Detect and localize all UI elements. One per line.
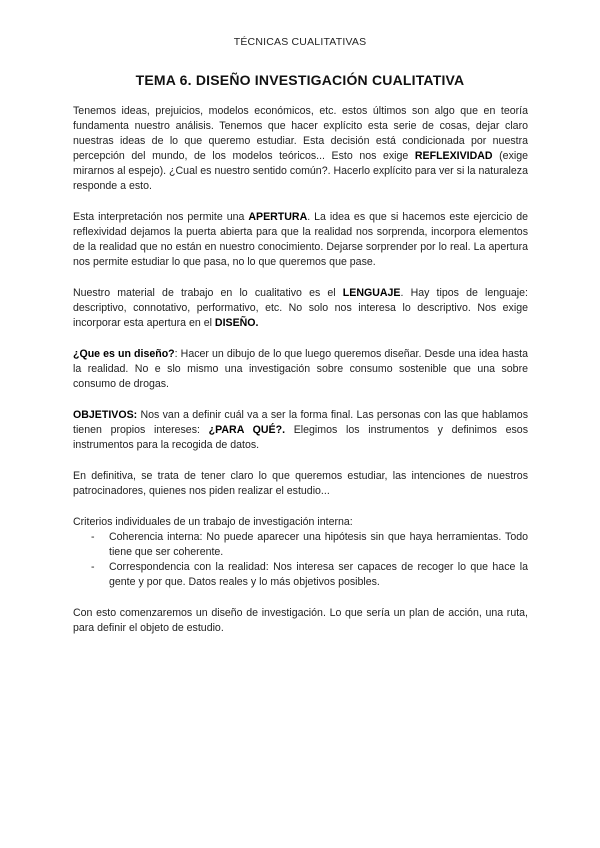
paragraph-lenguaje (73, 286, 528, 331)
document-body (73, 104, 528, 652)
paragraph-que-es-diseno (73, 347, 528, 392)
paragraph-text: Nos van a definir cuál va a ser la forma final. Las personas con las que hablamos tienen propios intereses: (73, 409, 528, 436)
paragraph-text: . Hay tipos de lenguaje: descriptivo, connotativo, performativo, etc. No solo nos interesa lo descriptivo. Nos exige incorporar esta apertura en el (73, 287, 528, 329)
list-item-text: Coherencia interna: No puede aparecer una hipótesis sin que haya herramientas. Todo tiene que ser coherente. (109, 531, 528, 558)
paragraph-text: : Hacer un dibujo de lo que luego queremos diseñar. Desde una idea hasta la realidad. No e slo mismo una investigación sobre consumo sostenible que una sobre consumo de drogas. (73, 348, 528, 390)
paragraph-text: Elegimos los instrumentos y definimos esos instrumentos para la recogida de datos. (73, 424, 528, 451)
paragraph-conclusion: Con esto comenzaremos un diseño de investigación. Lo que sería un plan de acción, una ruta, para definir el objeto de estudio. (73, 607, 528, 634)
keyword-apertura: APERTURA (248, 211, 308, 223)
list-item (73, 530, 528, 560)
paragraph-apertura (73, 210, 528, 270)
paragraph-text: . La idea es que si hacemos este ejercicio de reflexividad dejamos la puerta abierta para que la realidad nos sorprenda, incorpora elementos de la realidad que no están en nuestro conocimiento. Dejarse sorprender por lo real. La apertura nos permite estudiar lo que pasa, no lo que queremos que pase. (73, 211, 528, 268)
paragraph-text: (exige mirarnos al espejo). ¿Cual es nuestro sentido común?. Hacerlo explícito para ver si la naturaleza responde a esto. (73, 150, 528, 192)
bullet-dash: - (91, 531, 95, 543)
paragraph-text: Nuestro material de trabajo en lo cualitativo es el (73, 287, 343, 299)
paragraph-objetivos (73, 408, 528, 453)
keyword-lenguaje: LENGUAJE (342, 287, 401, 299)
keyword-diseno: DISEÑO. (214, 317, 259, 329)
paragraph-text: Esta interpretación nos permite una (73, 211, 249, 223)
keyword-que-es-diseno: ¿Que es un diseño? (73, 348, 175, 360)
keyword-objetivos: OBJETIVOS: (73, 409, 138, 421)
list-item-text: Correspondencia con la realidad: Nos interesa ser capaces de recoger lo que hace la gente y por que. Datos reales y lo más objetivos posibles. (109, 561, 528, 588)
keyword-reflexividad: REFLEXIVIDAD (414, 150, 493, 162)
paragraph-definitiva: En definitiva, se trata de tener claro lo que queremos estudiar, las intenciones de nuestros patrocinadores, quienes nos piden realizar el estudio... (73, 470, 528, 497)
criteria-list (73, 530, 528, 590)
paragraph-text: Tenemos ideas, prejuicios, modelos económicos, etc. estos últimos son algo que en teoría fundamenta nuestro análisis. Tenemos que hacer explícito esta serie de cosas, dejar claro nuestras ideas de lo que queremo estudiar. Esta decisión está condicionada por nuestra percepción del mundo, de los modelos teóricos... Esto nos exige (73, 105, 528, 162)
paragraph-reflexividad (73, 104, 528, 194)
page-title: TEMA 6. DISEÑO INVESTIGACIÓN CUALITATIVA (135, 72, 465, 88)
page-header: TÉCNICAS CUALITATIVAS (233, 36, 367, 48)
criteria-title: Criterios individuales de un trabajo de investigación interna: (73, 516, 353, 528)
list-item (73, 560, 528, 590)
bullet-dash: - (91, 561, 95, 573)
keyword-para-que: ¿PARA QUÉ?. (208, 424, 286, 436)
